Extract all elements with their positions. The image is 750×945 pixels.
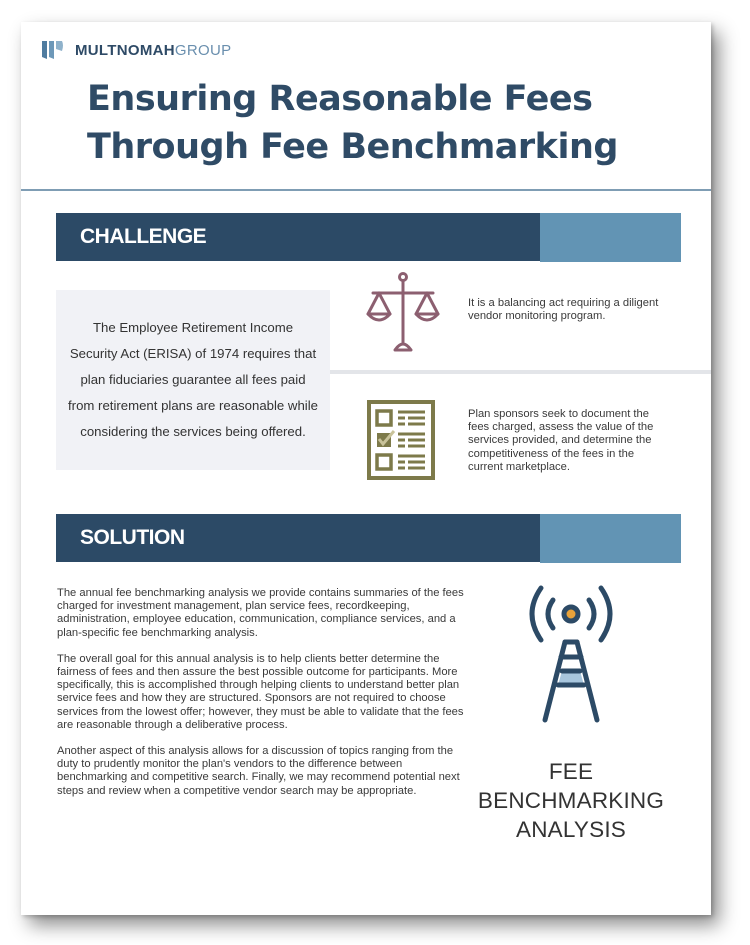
solution-paragraph-3: Another aspect of this analysis allows for a discussion of topics ranging from the duty to prudently monitor the plan's vendors to the difference between benchmarking and competitive search. Finally, we may recommend potential next steps and review when a competitive vendor search may be appropriate. — [57, 745, 460, 797]
feature-caption-line-1: FEE — [548, 759, 594, 784]
checklist-icon — [367, 400, 435, 480]
feature-caption-line-2: BENCHMARKING — [477, 788, 665, 813]
logo-mark-icon — [41, 39, 65, 61]
solution-heading: SOLUTION — [80, 526, 185, 549]
solution-paragraph-1: The annual fee benchmarking analysis we provide contains summaries of the fees charged for investment management, plan service fees, recordkeeping, administration, employee education, communication, compliance services, and a plan-specific fee benchmarking analysis. — [57, 587, 464, 639]
solution-paragraph-2: The overall goal for this annual analysis is to help clients better determine the fairness of fees and then assure the best possible outcome for participants. More specifically, this is accomplished through helping clients to understand better plan service fees and how they are structured. Sponsors are not required to choose services from the lowest offer; however, they must be able to validate that the fees are reasonable through a deliberative process. — [57, 652, 464, 731]
band-light — [540, 514, 681, 563]
challenge-section-header — [56, 213, 681, 261]
section-divider — [330, 370, 711, 374]
challenge-point-2: Plan sponsors seek to document the fees charged, assess the value of the services provided, and determine the competitiveness of the fees in the current marketplace. — [468, 408, 654, 473]
page-title — [87, 75, 618, 171]
title-line-2: Through Fee Benchmarking — [87, 127, 618, 167]
document-page — [21, 22, 711, 915]
solution-body — [57, 587, 467, 811]
feature-caption — [451, 757, 691, 844]
scale-icon — [365, 272, 441, 352]
title-line-1: Ensuring Reasonable Fees — [87, 79, 593, 119]
company-logo — [41, 39, 231, 61]
challenge-point-1: It is a balancing act requiring a diligent vendor monitoring program. — [468, 297, 659, 323]
antenna-tower-icon — [521, 582, 621, 724]
title-divider — [21, 189, 711, 191]
challenge-heading: CHALLENGE — [80, 225, 207, 248]
logo-wordmark: MULTNOMAHGROUP — [75, 41, 232, 59]
erisa-callout — [56, 290, 330, 470]
solution-section-header — [56, 514, 681, 562]
erisa-text: The Employee Retirement Income Security Act (ERISA) of 1974 requires that plan fiduciaries guarantee all fees paid from retirement plans are reasonable while considering the services being offered. — [68, 320, 318, 439]
feature-caption-line-3: ANALYSIS — [516, 817, 626, 842]
band-light — [540, 213, 681, 262]
